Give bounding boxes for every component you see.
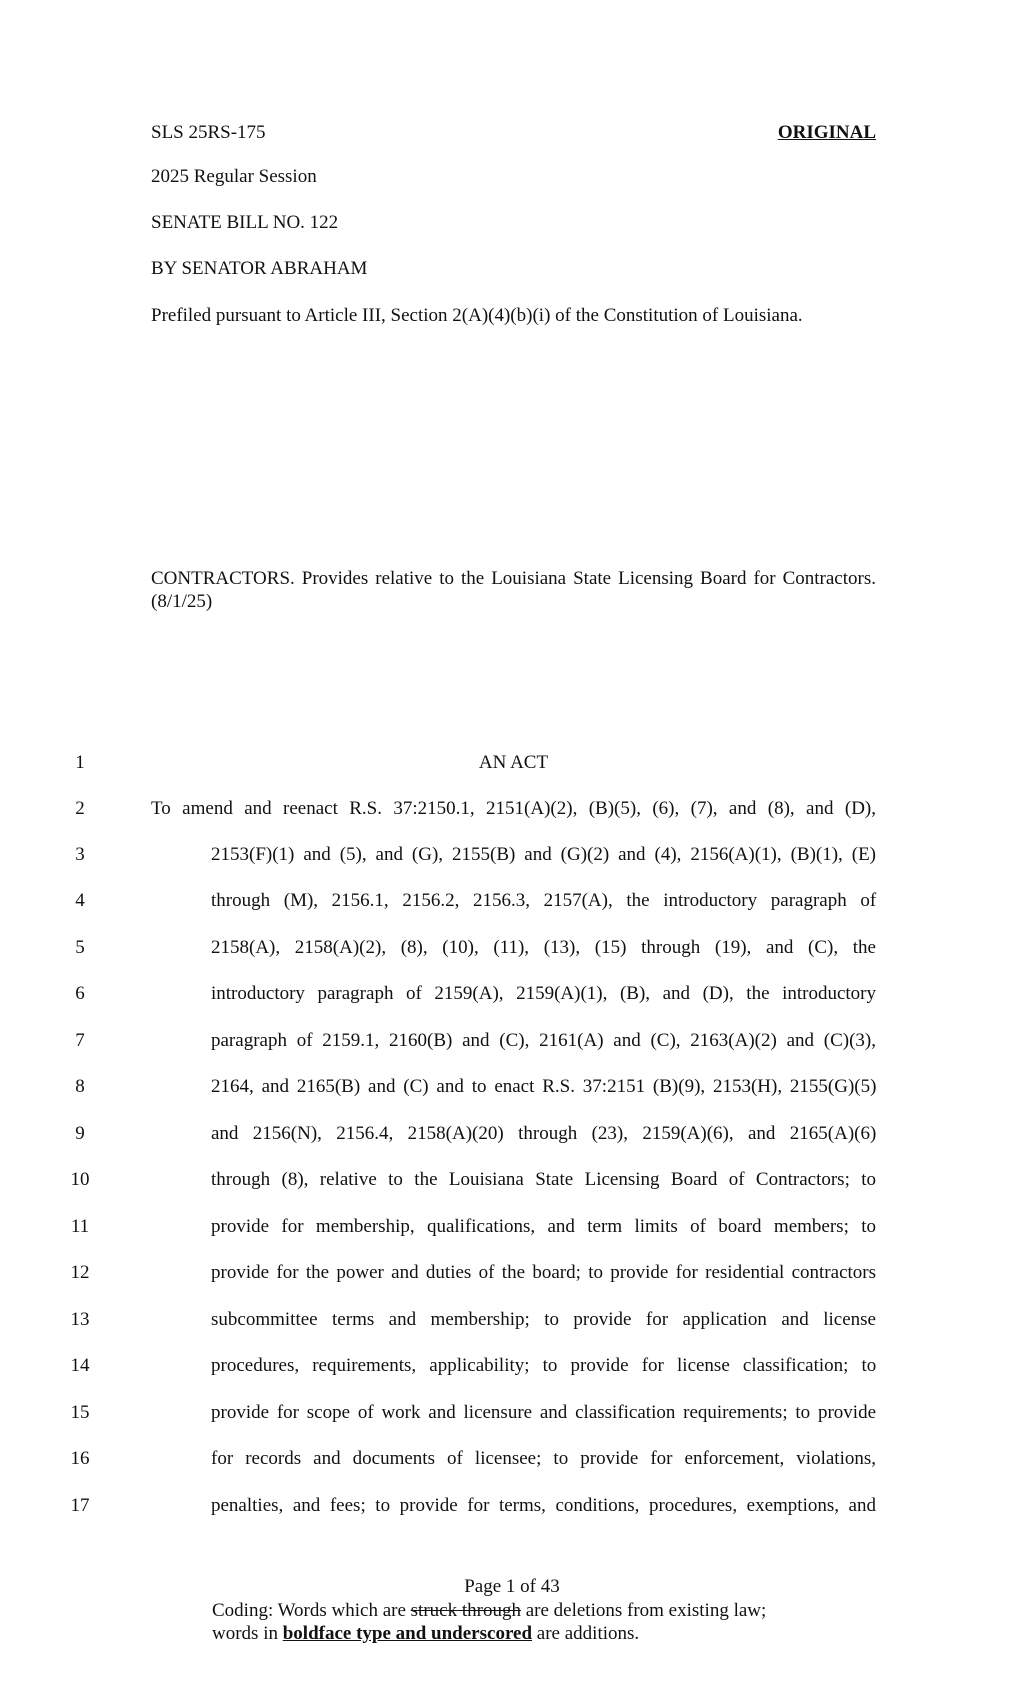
digest-summary [151, 567, 876, 613]
line-number: 10 [70, 1169, 90, 1190]
line-number: 15 [70, 1402, 90, 1423]
line-text: through (8), relative to the Louisiana State Licensing Board of Contractors; to [211, 1169, 877, 1190]
line-number: 17 [70, 1495, 90, 1516]
act-line [0, 1169, 1024, 1199]
line-number: 5 [75, 937, 85, 958]
act-line [0, 1262, 1024, 1292]
line-number: 14 [70, 1355, 90, 1376]
coding-text: are additions. [532, 1623, 640, 1644]
struck-through-sample: struck through [410, 1600, 521, 1621]
line-text: and 2156(N), 2156.4, 2158(A)(20) through (23), 2159(A)(6), and 2165(A)(6) [211, 1123, 877, 1144]
act-line [0, 1402, 1024, 1432]
act-line [0, 1495, 1024, 1525]
line-number: 3 [75, 844, 85, 865]
act-line [0, 890, 1024, 920]
line-number: 6 [75, 983, 85, 1004]
act-line [0, 1123, 1024, 1153]
session: 2025 Regular Session [151, 166, 317, 187]
line-text: introductory paragraph of 2159(A), 2159(A)(1), (B), and (D), the introductory [211, 983, 876, 1004]
line-text: 2164, and 2165(B) and (C) and to enact R.S. 37:2151 (B)(9), 2153(H), 2155(G)(5) [211, 1076, 877, 1097]
line-text: procedures, requirements, applicability; to provide for license classification; to [211, 1355, 877, 1376]
line-text: provide for the power and duties of the board; to provide for residential contractors [211, 1262, 876, 1283]
act-line [0, 983, 1024, 1013]
bill-number: SENATE BILL NO. 122 [151, 212, 339, 233]
line-number: 2 [75, 798, 85, 819]
act-line [0, 1448, 1024, 1478]
coding-text: are deletions from existing law; [520, 1600, 767, 1621]
act-line [0, 798, 1024, 828]
line-number: 7 [75, 1030, 85, 1051]
line-number: 9 [75, 1123, 85, 1144]
line-number: 16 [70, 1448, 90, 1469]
page-number: Page 1 of 43 [464, 1576, 560, 1597]
line-text: 2153(F)(1) and (5), and (G), 2155(B) and (G)(2) and (4), 2156(A)(1), (B)(1), (E) [211, 844, 876, 865]
line-number: 4 [75, 890, 85, 911]
line-text: provide for membership, qualifications, and term limits of board members; to [211, 1216, 876, 1237]
author: BY SENATOR ABRAHAM [151, 258, 368, 279]
boldface-sample: boldface type and underscored [282, 1623, 533, 1644]
line-number: 11 [70, 1216, 90, 1237]
act-title: AN ACT [478, 752, 549, 773]
act-line [0, 1076, 1024, 1106]
summary-line: CONTRACTORS. Provides relative to the Louisiana State Licensing Board for Contractors. [151, 568, 876, 589]
coding-note-line-2 [212, 1622, 639, 1645]
line-text: for records and documents of licensee; to provide for enforcement, violations, [211, 1448, 876, 1469]
act-line [0, 937, 1024, 967]
summary-date: (8/1/25) [151, 591, 213, 612]
line-text: paragraph of 2159.1, 2160(B) and (C), 2161(A) and (C), 2163(A)(2) and (C)(3), [211, 1030, 876, 1051]
line-text: provide for scope of work and licensure and classification requirements; to provide [211, 1402, 876, 1423]
act-line [0, 1355, 1024, 1385]
line-text: 2158(A), 2158(A)(2), (8), (10), (11), (13), (15) through (19), and (C), the [211, 937, 876, 958]
coding-note-line-1 [212, 1599, 766, 1622]
coding-text: Coding: Words which are [212, 1600, 411, 1621]
act-title-line [0, 752, 1024, 782]
line-number: 13 [70, 1309, 90, 1330]
line-text: subcommittee terms and membership; to provide for application and license [211, 1309, 876, 1330]
line-text: penalties, and fees; to provide for terms, conditions, procedures, exemptions, and [211, 1495, 876, 1516]
coding-text: words in [212, 1623, 283, 1644]
act-line [0, 1309, 1024, 1339]
line-number: 1 [75, 752, 85, 773]
line-number: 8 [75, 1076, 85, 1097]
act-line [0, 1030, 1024, 1060]
act-line [0, 844, 1024, 874]
version-label: ORIGINAL [777, 122, 876, 143]
line-number: 12 [70, 1262, 90, 1283]
prefiled-note: Prefiled pursuant to Article III, Section 2(A)(4)(b)(i) of the Constitution of Louisiana. [151, 305, 803, 326]
bill-code: SLS 25RS-175 [151, 122, 266, 143]
line-text: through (M), 2156.1, 2156.2, 2156.3, 2157(A), the introductory paragraph of [211, 890, 877, 911]
line-text: To amend and reenact R.S. 37:2150.1, 2151(A)(2), (B)(5), (6), (7), and (8), and (D), [151, 798, 876, 819]
act-line [0, 1216, 1024, 1246]
